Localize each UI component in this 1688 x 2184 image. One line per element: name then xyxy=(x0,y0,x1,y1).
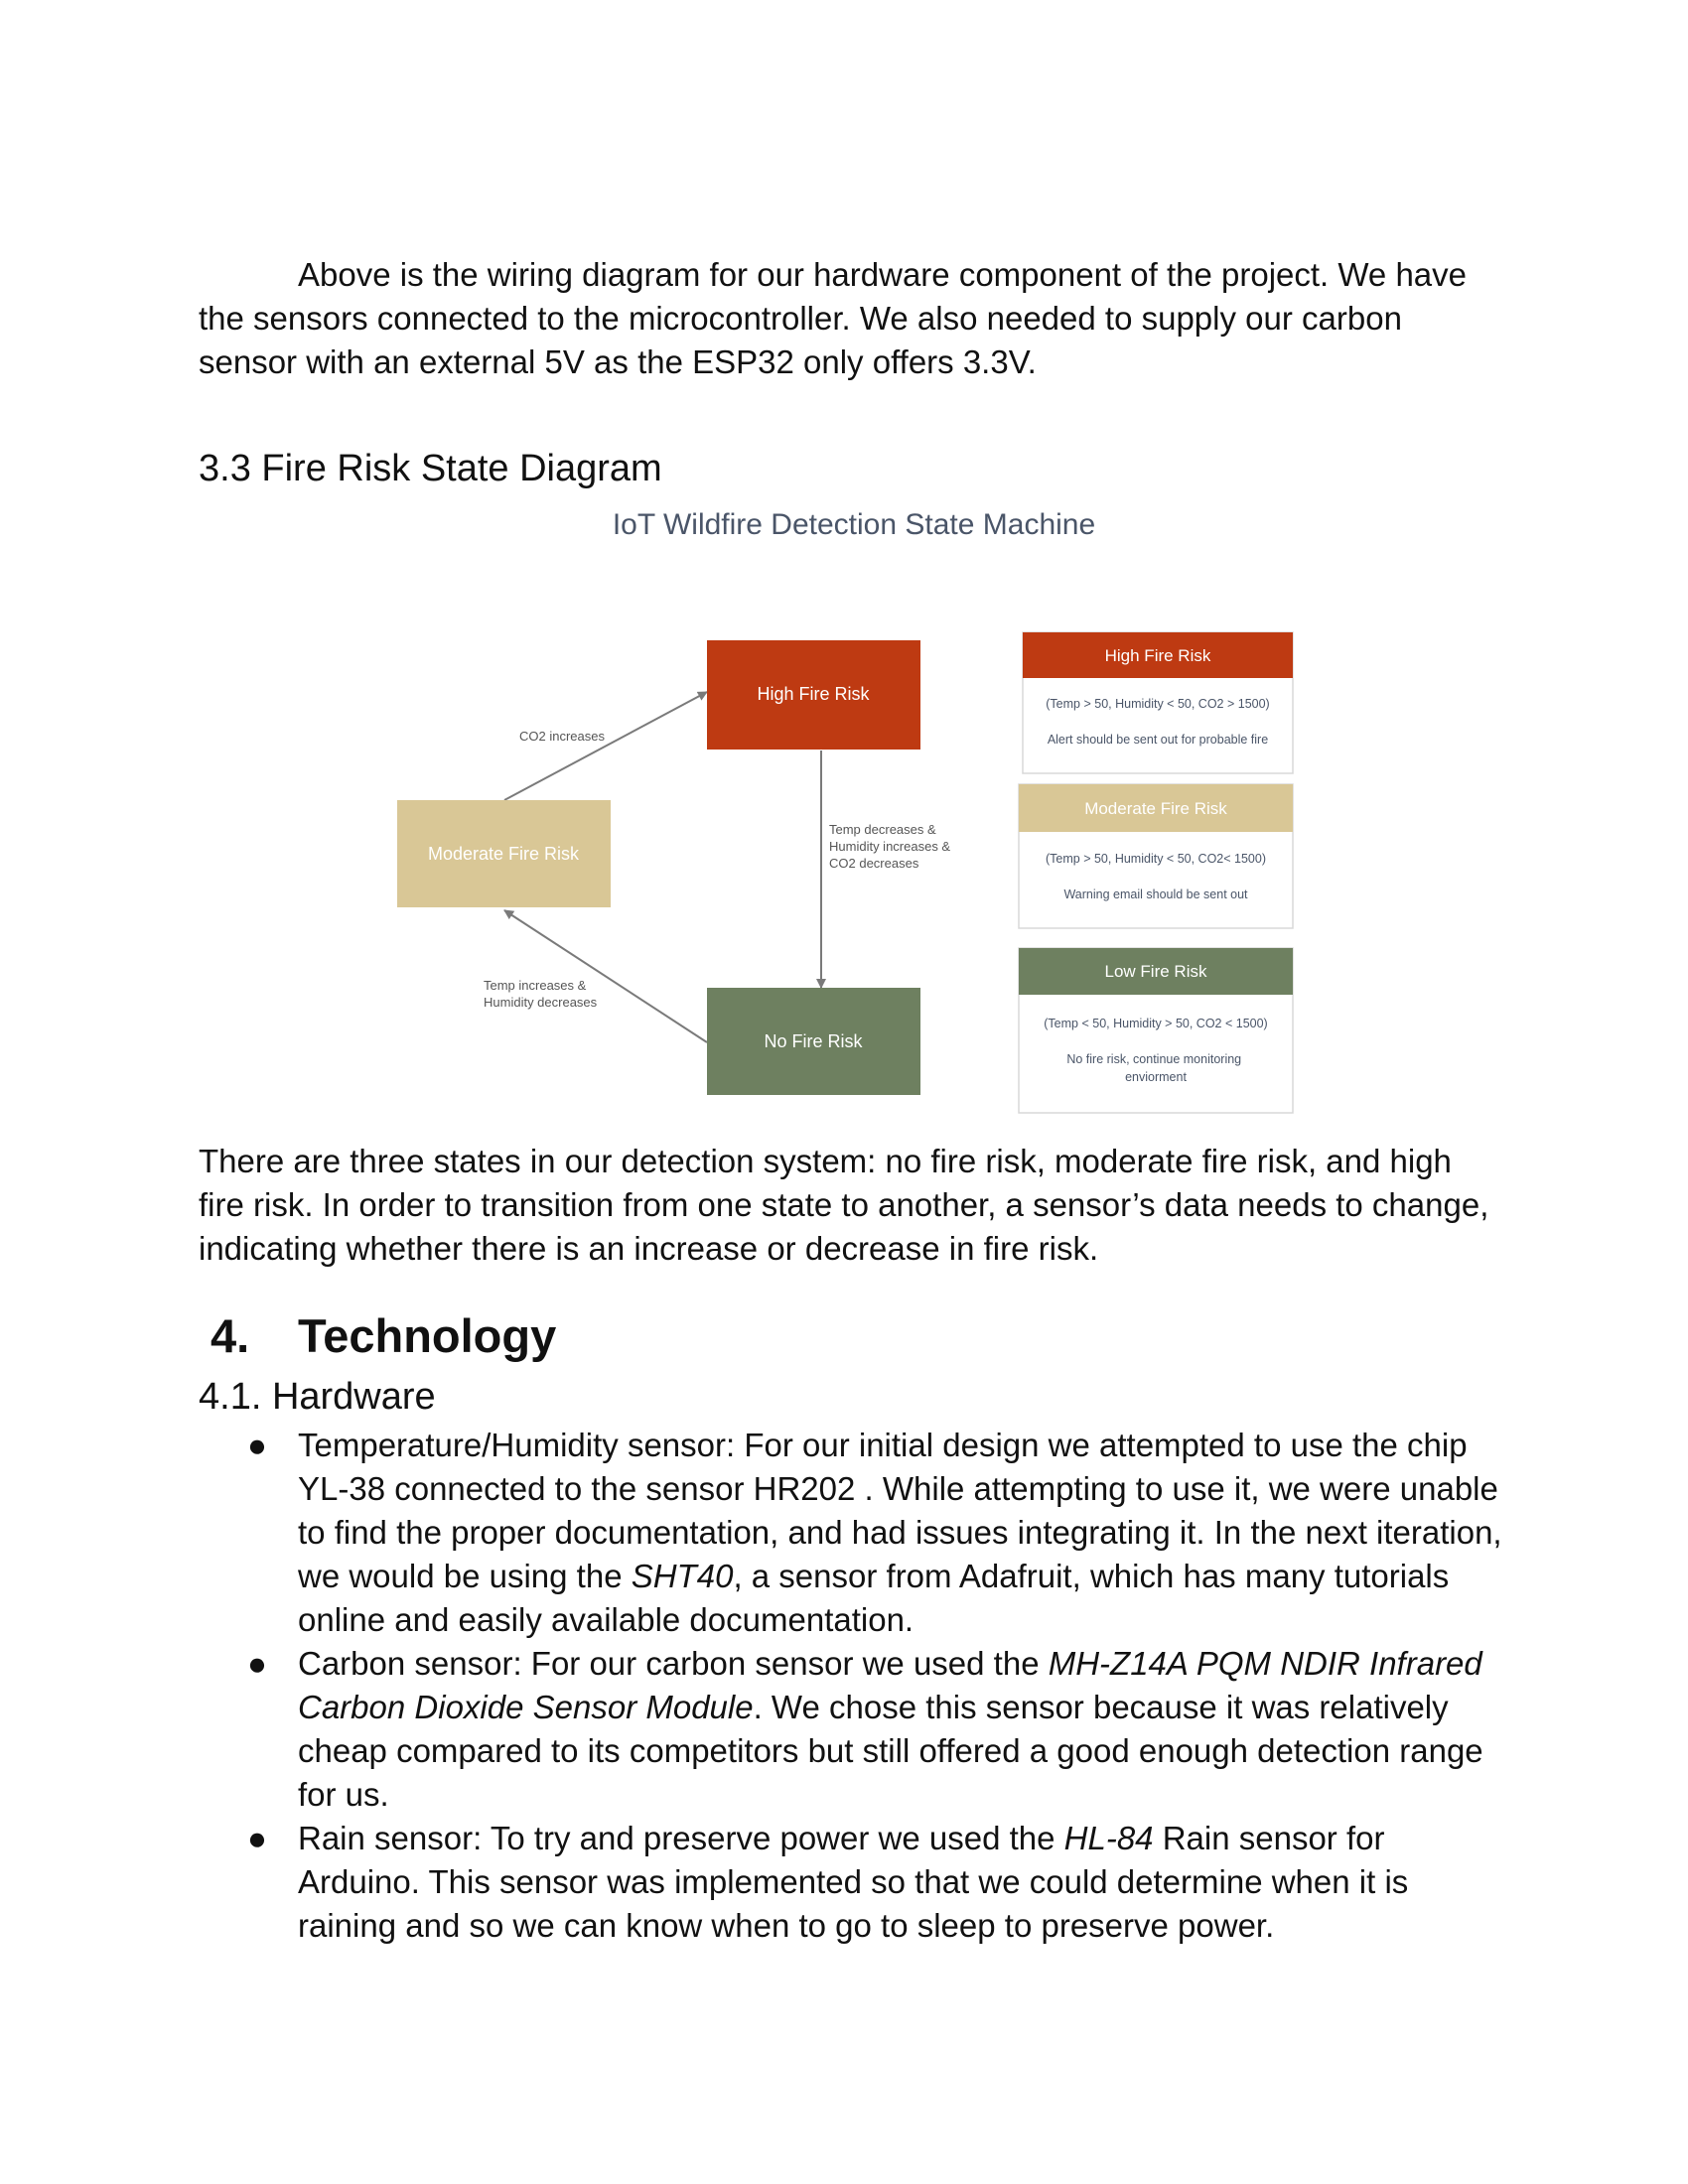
sensor-name-sht40: SHT40 xyxy=(631,1558,734,1594)
arrow-none-to-moderate xyxy=(504,910,707,1042)
legend-low-action: No fire risk, continue monitoring enviorment xyxy=(1066,1052,1242,1084)
legend-card-moderate xyxy=(1019,784,1293,928)
sensor-name-hl-84: HL-84 xyxy=(1063,1820,1154,1856)
legend-high-condition: (Temp > 50, Humidity < 50, CO2 > 1500) xyxy=(1046,697,1270,711)
legend-card-low xyxy=(1019,948,1293,1113)
section-4-title: Technology xyxy=(298,1309,557,1362)
section-4-number: 4. xyxy=(211,1309,250,1362)
legend-moderate-condition: (Temp > 50, Humidity < 50, CO2< 1500) xyxy=(1046,852,1266,866)
state-no-fire-risk xyxy=(707,988,920,1095)
legend-card-high xyxy=(1023,632,1293,773)
hardware-list xyxy=(247,1424,1504,1948)
legend-low-title: Low Fire Risk xyxy=(1104,962,1207,981)
section-4-1-heading: 4.1. Hardware xyxy=(199,1376,436,1418)
arrow-moderate-to-high xyxy=(504,692,707,800)
sensor-name-mh-z14a: MH-Z14A PQM NDIR Infrared Carbon Dioxide Sensor Module xyxy=(298,1645,1482,1725)
section-4-heading xyxy=(211,1308,556,1364)
legend-high-action: Alert should be sent out for probable fire xyxy=(1047,733,1269,747)
bullet-dot: ● xyxy=(247,1645,267,1682)
legend-moderate-action: Warning email should be sent out xyxy=(1063,887,1248,901)
list-item-rain-sensor: ● Rain sensor: To try and preserve power we used the HL-84 Rain sensor for Arduino. This sensor was implemented so that we could determine when it is raining and so we can know when to go to sleep to preserve power. xyxy=(298,1817,1504,1948)
state-machine-diagram xyxy=(387,501,1311,1127)
intro-paragraph: Above is the wiring diagram for our hardware component of the project. We have the sensors connected to the microcontroller. We also needed to supply our carbon sensor with an external 5V as the ESP32 only offers 3.3V. xyxy=(199,256,1468,380)
legend-high-title: High Fire Risk xyxy=(1104,646,1211,665)
state-none-label: No Fire Risk xyxy=(764,1031,863,1051)
state-high-fire-risk xyxy=(707,640,920,750)
label-none-to-moderate: Temp increases & Humidity decreases xyxy=(484,978,598,1010)
state-moderate-label: Moderate Fire Risk xyxy=(427,844,580,864)
state-high-label: High Fire Risk xyxy=(757,684,870,704)
list-item-temperature-sensor: ● Temperature/Humidity sensor: For our initial design we attempted to use the chip YL-38 connected to the sensor HR202 . While attempting to use it, we were unable to find the proper documentation, and had issues integrating it. In the next iteration, we would be using the SHT40, a sensor from Adafruit, which has many tutorials online and easily available documentation. xyxy=(298,1424,1504,1642)
legend-moderate-title: Moderate Fire Risk xyxy=(1084,799,1227,818)
section-3-3-heading: 3.3 Fire Risk State Diagram xyxy=(199,448,662,489)
state-moderate-fire-risk xyxy=(397,800,611,907)
label-high-to-none: Temp decreases & Humidity increases & CO2 decreases xyxy=(829,822,951,871)
list-item-carbon-sensor: ● Carbon sensor: For our carbon sensor we used the MH-Z14A PQM NDIR Infrared Carbon Dioxide Sensor Module. We chose this sensor because it was relatively cheap compared to its competitors but still offered a good enough detection range for us. xyxy=(298,1642,1504,1817)
legend-low-condition: (Temp < 50, Humidity > 50, CO2 < 1500) xyxy=(1044,1017,1268,1030)
states-paragraph: There are three states in our detection system: no fire risk, moderate fire risk, and high fire risk. In order to transition from one state to another, a sensor’s data needs to change, indicating whether there is an increase or decrease in fire risk. xyxy=(199,1143,1489,1267)
bullet-dot: ● xyxy=(247,1427,267,1463)
diagram-title: IoT Wildfire Detection State Machine xyxy=(612,508,1096,541)
bullet-dot: ● xyxy=(247,1820,267,1856)
label-co2-increases: CO2 increases xyxy=(519,729,605,744)
